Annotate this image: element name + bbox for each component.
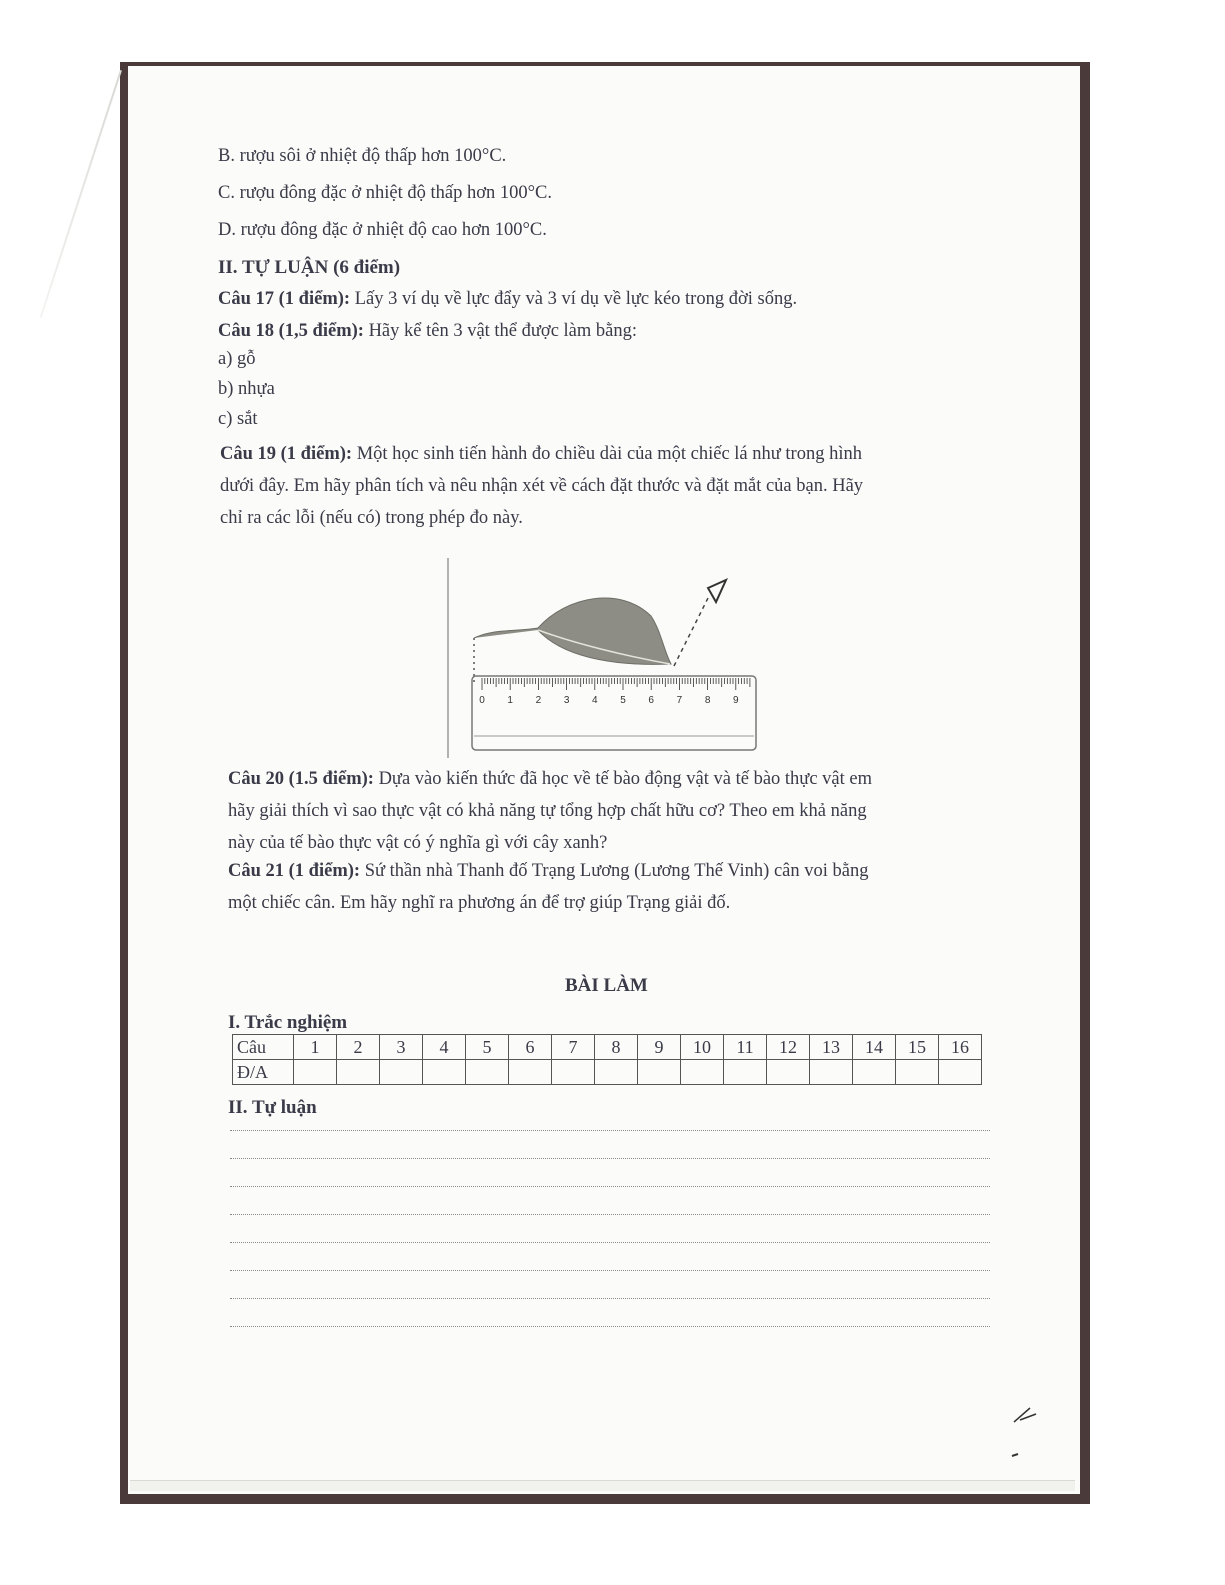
paper-edge bbox=[130, 1480, 1075, 1491]
ruler-tick-label: 6 bbox=[648, 695, 654, 706]
answer-table-answer-cell[interactable] bbox=[853, 1060, 896, 1085]
answer-line bbox=[230, 1270, 990, 1271]
answer-table-answer-row bbox=[233, 1060, 982, 1085]
question-19-line-2: dưới đây. Em hãy phân tích và nêu nhận xét về cách đặt thước và đặt mắt của bạn. Hãy bbox=[220, 476, 864, 496]
answer-table-answer-cell[interactable] bbox=[896, 1060, 939, 1085]
part1-title: I. Trắc nghiệm bbox=[228, 1012, 348, 1033]
answer-table-answer-cell[interactable] bbox=[337, 1060, 380, 1085]
leaf-measurement-figure bbox=[446, 556, 766, 760]
answer-table-question-number: 16 bbox=[939, 1035, 982, 1060]
answer-line bbox=[230, 1158, 990, 1159]
question-17 bbox=[218, 289, 797, 310]
answer-line bbox=[230, 1186, 990, 1187]
answer-line bbox=[230, 1326, 990, 1327]
answer-table-answer-cell[interactable] bbox=[423, 1060, 466, 1085]
question-18 bbox=[218, 321, 637, 342]
question-18-text: Hãy kể tên 3 vật thể được làm bằng: bbox=[368, 321, 638, 341]
answer-table-question-number: 3 bbox=[380, 1035, 423, 1060]
ruler-tick-label: 8 bbox=[704, 695, 711, 706]
question-18-item-b: b) nhựa bbox=[218, 379, 275, 399]
question-21 bbox=[228, 855, 988, 919]
answer-table-answer-cell[interactable] bbox=[724, 1060, 767, 1085]
answer-table bbox=[232, 1034, 982, 1085]
answer-table-question-number: 9 bbox=[638, 1035, 681, 1060]
answer-table-answer-cell[interactable] bbox=[939, 1060, 982, 1085]
ruler-tick-label: 0 bbox=[479, 695, 485, 706]
question-18-label: Câu 18 (1,5 điểm): bbox=[218, 321, 364, 341]
question-19-line-3: chỉ ra các lỗi (nếu có) trong phép đo này. bbox=[220, 508, 523, 528]
question-20 bbox=[228, 763, 988, 859]
ruler-tick-label: 5 bbox=[620, 695, 626, 706]
answer-table-answer-cell[interactable] bbox=[294, 1060, 337, 1085]
answer-line bbox=[230, 1298, 990, 1299]
option-c: C. rượu đông đặc ở nhiệt độ thấp hơn 100°C. bbox=[218, 183, 553, 203]
answer-table-answer-cell[interactable] bbox=[810, 1060, 853, 1085]
question-19-label: Câu 19 (1 điểm): bbox=[220, 444, 353, 464]
answer-table-question-number: 15 bbox=[896, 1035, 939, 1060]
paper-crease bbox=[40, 70, 122, 318]
option-b: B. rượu sôi ở nhiệt độ thấp hơn 100°C. bbox=[218, 146, 507, 166]
answer-table-answer-cell[interactable] bbox=[595, 1060, 638, 1085]
option-d: D. rượu đông đặc ở nhiệt độ cao hơn 100°C. bbox=[218, 220, 547, 240]
answer-table-answer-cell[interactable] bbox=[509, 1060, 552, 1085]
answer-sheet-title: BÀI LÀM bbox=[565, 975, 648, 996]
answer-table-question-number: 4 bbox=[423, 1035, 466, 1060]
question-18-item-a: a) gỗ bbox=[218, 349, 256, 369]
answer-table-answer-label: Đ/A bbox=[233, 1060, 294, 1085]
answer-table-answer-cell[interactable] bbox=[638, 1060, 681, 1085]
ruler-tick-label: 3 bbox=[563, 695, 570, 706]
answer-table-row-label: Câu bbox=[233, 1035, 294, 1060]
ruler bbox=[472, 676, 756, 750]
question-19 bbox=[220, 438, 980, 534]
ruler-tick-label: 9 bbox=[733, 695, 739, 706]
answer-line bbox=[230, 1242, 990, 1243]
answer-line bbox=[230, 1214, 990, 1215]
pen-mark bbox=[1010, 1400, 1040, 1460]
question-18-item-c: c) sắt bbox=[218, 409, 258, 429]
question-20-line-2: hãy giải thích vì sao thực vật có khả năng tự tổng hợp chất hữu cơ? Theo em khả năng bbox=[228, 801, 867, 821]
question-21-line-1: Sứ thần nhà Thanh đố Trạng Lương (Lương Thế Vinh) cân voi bằng bbox=[364, 861, 869, 881]
answer-table-answer-cell[interactable] bbox=[466, 1060, 509, 1085]
answer-table-header-row bbox=[233, 1035, 982, 1060]
part2-title: II. Tự luận bbox=[228, 1097, 317, 1118]
answer-table-answer-cell[interactable] bbox=[552, 1060, 595, 1085]
answer-table-question-number: 12 bbox=[767, 1035, 810, 1060]
answer-table-question-number: 10 bbox=[681, 1035, 724, 1060]
answer-table-answer-cell[interactable] bbox=[767, 1060, 810, 1085]
leaf-shape bbox=[474, 598, 671, 664]
ruler-tick-label: 1 bbox=[507, 695, 513, 706]
answer-table-answer-cell[interactable] bbox=[681, 1060, 724, 1085]
answer-table-question-number: 2 bbox=[337, 1035, 380, 1060]
answer-table-question-number: 13 bbox=[810, 1035, 853, 1060]
ruler-labels bbox=[479, 695, 739, 706]
question-21-line-2: một chiếc cân. Em hãy nghĩ ra phương án để trợ giúp Trạng giải đố. bbox=[228, 893, 731, 913]
answer-table-question-number: 8 bbox=[595, 1035, 638, 1060]
question-20-line-3: này của tế bào thực vật có ý nghĩa gì với cây xanh? bbox=[228, 833, 608, 853]
question-17-label: Câu 17 (1 điểm): bbox=[218, 289, 351, 309]
sight-line bbox=[674, 598, 708, 666]
ruler-tick-label: 2 bbox=[535, 695, 542, 706]
ruler-tick-label: 4 bbox=[592, 695, 598, 706]
answer-table-question-number: 6 bbox=[509, 1035, 552, 1060]
answer-line bbox=[230, 1130, 990, 1131]
answer-table-answer-cell[interactable] bbox=[380, 1060, 423, 1085]
question-21-label: Câu 21 (1 điểm): bbox=[228, 861, 361, 881]
answer-table-question-number: 1 bbox=[294, 1035, 337, 1060]
section-title-essay: II. TỰ LUẬN (6 điểm) bbox=[218, 257, 401, 278]
ruler-ticks bbox=[482, 678, 750, 690]
question-19-line-1: Một học sinh tiến hành đo chiều dài của một chiếc lá như trong hình bbox=[356, 444, 862, 464]
answer-table-question-number: 5 bbox=[466, 1035, 509, 1060]
answer-table-question-number: 14 bbox=[853, 1035, 896, 1060]
question-20-label: Câu 20 (1.5 điểm): bbox=[228, 769, 374, 789]
question-17-text: Lấy 3 ví dụ về lực đẩy và 3 ví dụ về lực kéo trong đời sống. bbox=[354, 289, 798, 309]
answer-table-question-number: 7 bbox=[552, 1035, 595, 1060]
question-20-line-1: Dựa vào kiến thức đã học về tế bào động vật và tế bào thực vật em bbox=[378, 769, 873, 789]
answer-table-question-number: 11 bbox=[724, 1035, 767, 1060]
ruler-tick-label: 7 bbox=[676, 695, 683, 706]
eye-icon bbox=[708, 580, 726, 602]
